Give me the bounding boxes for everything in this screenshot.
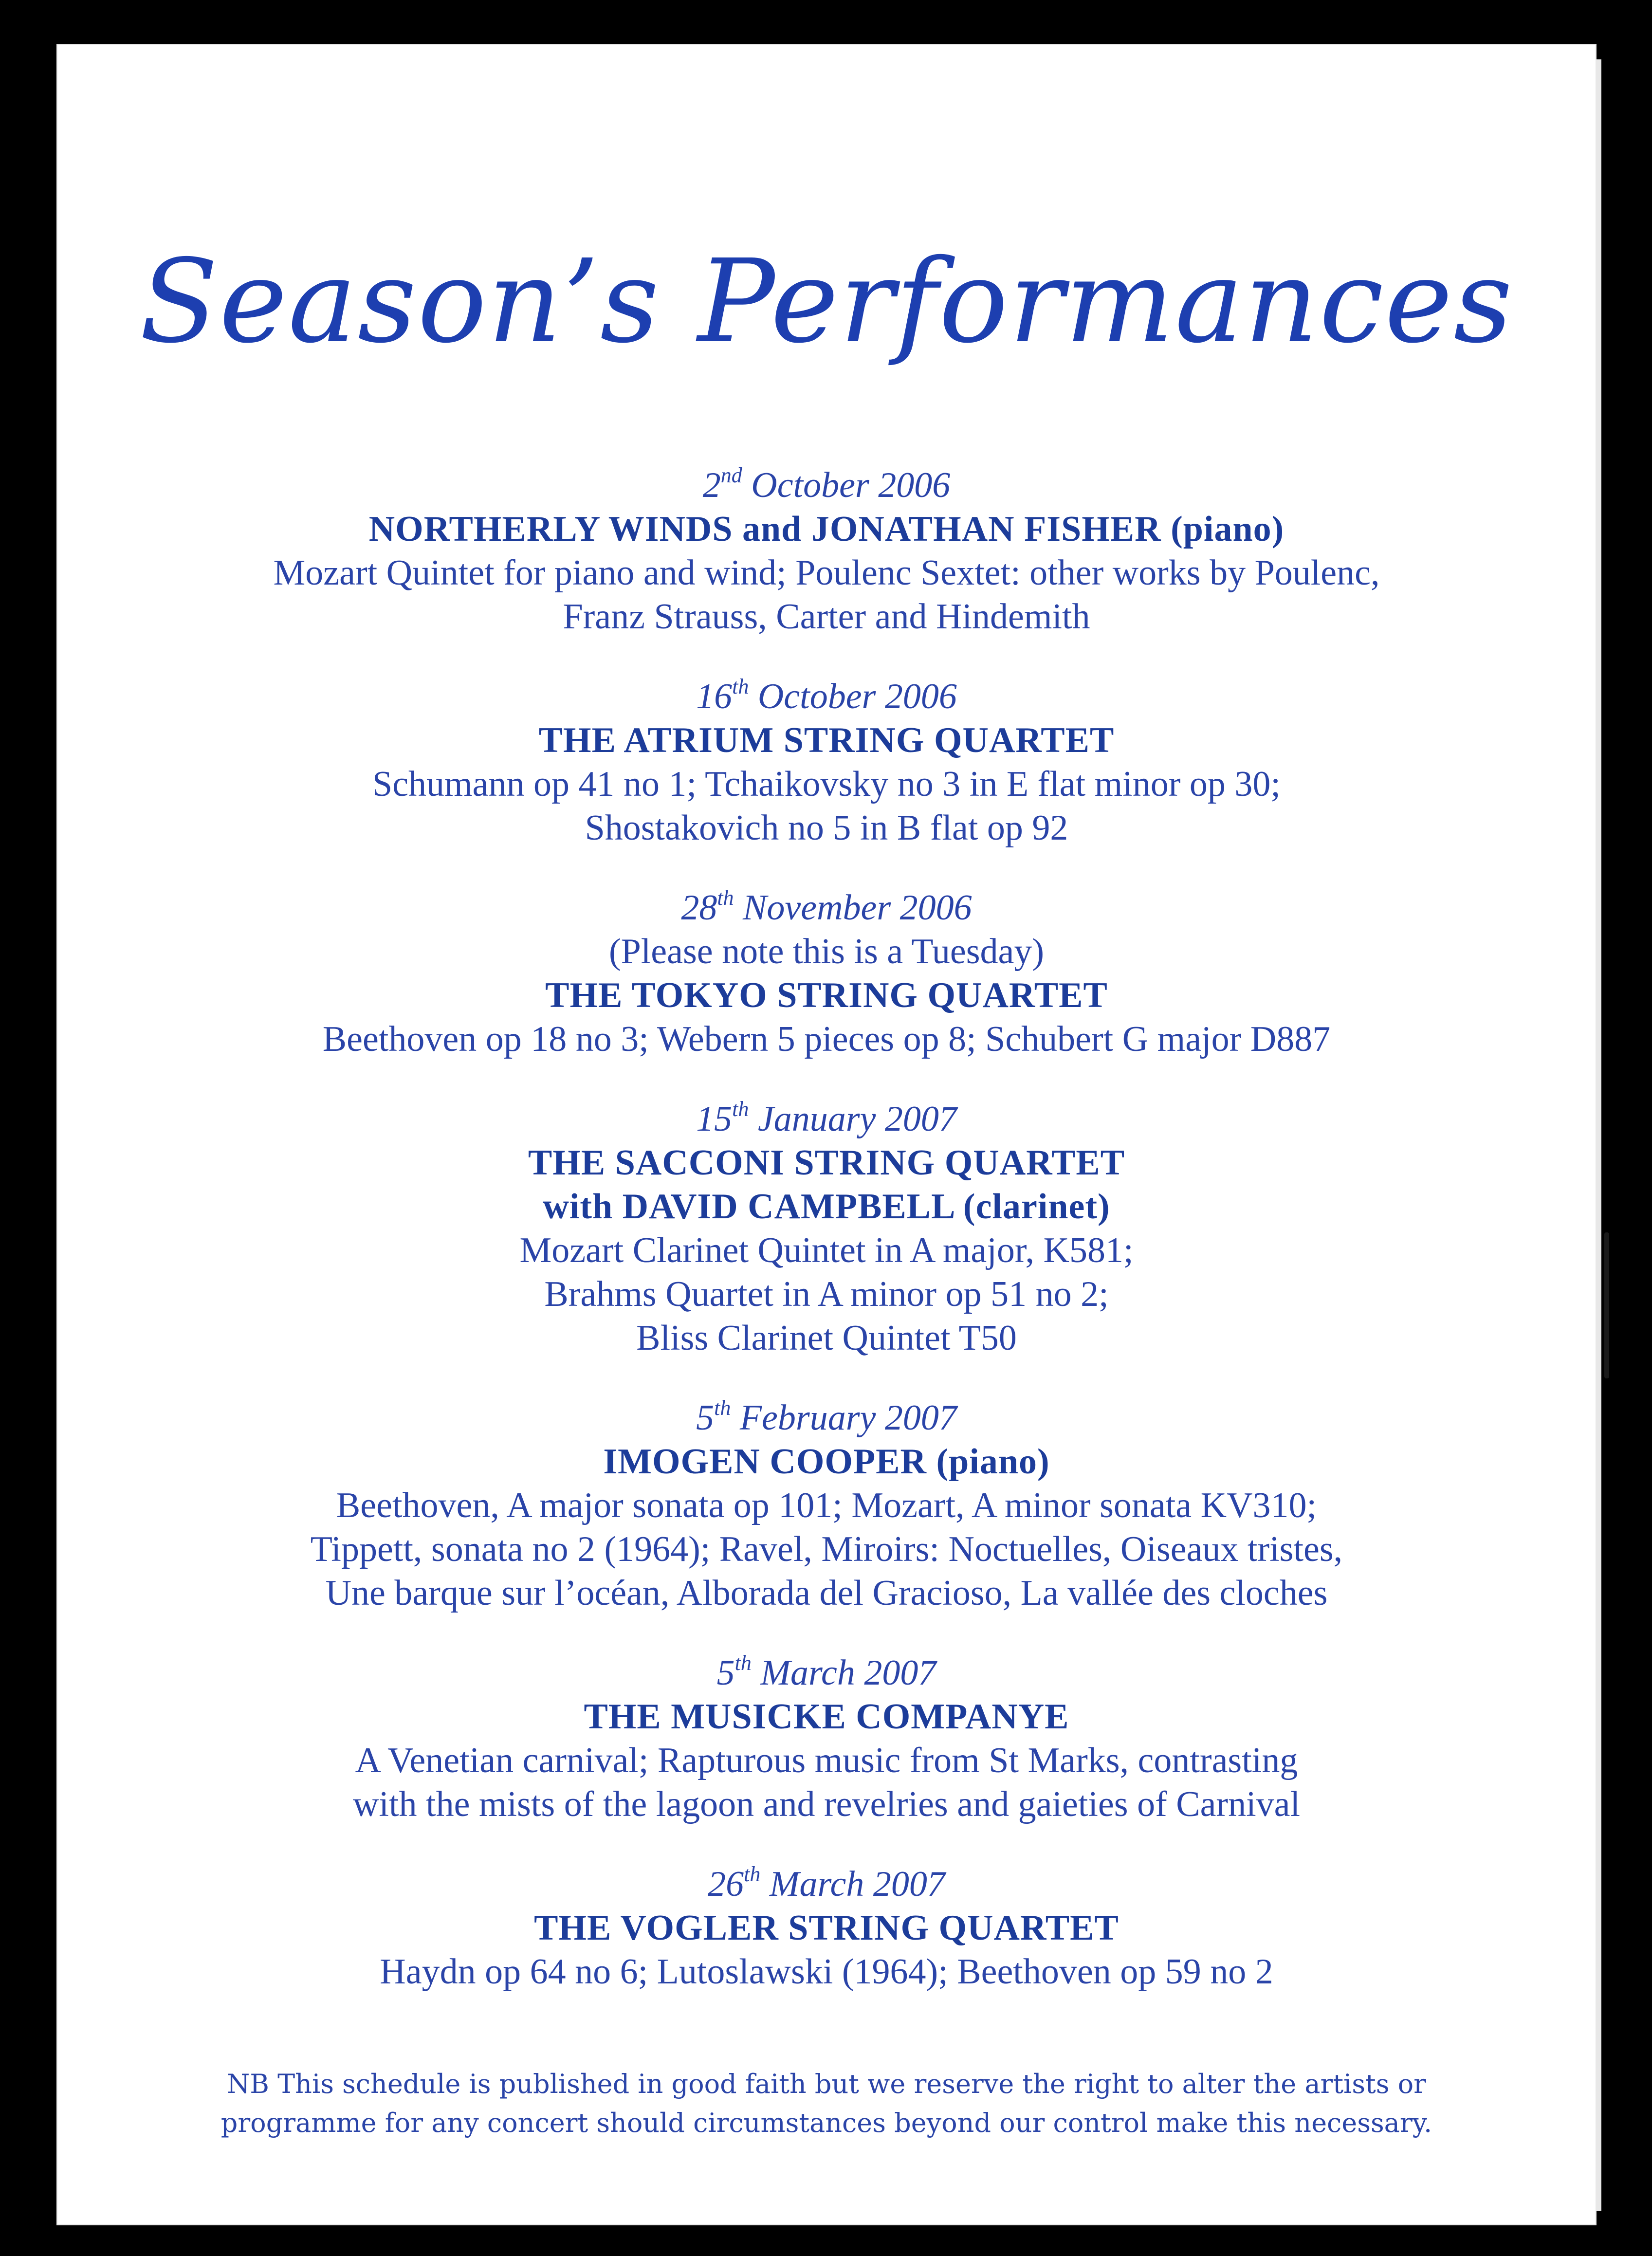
event-entry — [57, 886, 1596, 1061]
disclaimer-line: programme for any concert should circumstances beyond our control make this necessary. — [220, 2108, 1432, 2138]
event-program-line: Haydn op 64 no 6; Lutoslawski (1964); Beethoven op 59 no 2 — [380, 1952, 1273, 1992]
event-day: 16 — [696, 677, 733, 716]
event-month-year: March 2007 — [760, 1653, 936, 1693]
event-day-suffix: nd — [720, 463, 742, 487]
event-day-suffix: th — [734, 1651, 752, 1675]
event-program-line: Brahms Quartet in A minor op 51 no 2; — [544, 1274, 1109, 1314]
event-program-line: Une barque sur l’océan, Alborada del Gracioso, La vallée des cloches — [325, 1573, 1328, 1613]
event-day-suffix: th — [714, 1396, 731, 1420]
event-performer: IMOGEN COOPER (piano) — [603, 1442, 1050, 1482]
event-date — [57, 1396, 1596, 1440]
event-performer: THE ATRIUM STRING QUARTET — [538, 720, 1115, 760]
event-date — [57, 463, 1596, 507]
event-date — [57, 1862, 1596, 1906]
event-month-year: March 2007 — [769, 1864, 945, 1904]
event-day: 5 — [716, 1653, 735, 1693]
binding-mark — [1604, 1232, 1609, 1378]
disclaimer — [57, 2065, 1596, 2143]
event-day-suffix: th — [744, 1862, 761, 1886]
event-day: 26 — [708, 1864, 744, 1904]
page-edge — [1596, 59, 1601, 2211]
event-program-line: Mozart Quintet for piano and wind; Poulenc Sextet: other works by Poulenc, — [273, 553, 1380, 593]
event-performer: THE SACCONI STRING QUARTET — [528, 1143, 1125, 1183]
event-day: 5 — [696, 1398, 715, 1438]
event-date — [57, 1097, 1596, 1141]
events-list — [57, 463, 1596, 2030]
event-date — [57, 675, 1596, 718]
event-day-suffix: th — [732, 675, 749, 698]
event-program-line: Tippett, sonata no 2 (1964); Ravel, Miroirs: Noctuelles, Oiseaux tristes, — [310, 1529, 1343, 1569]
event-performer: with DAVID CAMPBELL (clarinet) — [543, 1187, 1110, 1227]
event-program-line: A Venetian carnival; Rapturous music from St Marks, contrasting — [355, 1741, 1298, 1780]
event-entry — [57, 675, 1596, 850]
event-entry — [57, 463, 1596, 639]
event-program-line: Mozart Clarinet Quintet in A major, K581; — [519, 1230, 1134, 1270]
event-program-line: Beethoven op 18 no 3; Webern 5 pieces op 8; Schubert G major D887 — [322, 1019, 1331, 1059]
event-month-year: February 2007 — [739, 1398, 957, 1438]
event-program-line: Shostakovich no 5 in B flat op 92 — [585, 808, 1068, 848]
event-program-line: Beethoven, A major sonata op 101; Mozart, A minor sonata KV310; — [336, 1486, 1317, 1525]
programme-page — [57, 45, 1596, 2224]
event-program-line: with the mists of the lagoon and revelries and gaieties of Carnival — [352, 1784, 1301, 1824]
event-program-line: Franz Strauss, Carter and Hindemith — [563, 597, 1090, 637]
event-performer: THE TOKYO STRING QUARTET — [545, 975, 1108, 1015]
event-program-line: Bliss Clarinet Quintet T50 — [636, 1318, 1017, 1358]
disclaimer-line: NB This schedule is published in good faith but we reserve the right to alter the artists or — [227, 2069, 1426, 2099]
event-day: 28 — [681, 888, 717, 928]
event-performer: THE MUSICKE COMPANYE — [584, 1697, 1069, 1737]
event-date — [57, 886, 1596, 930]
event-day-suffix: th — [717, 886, 734, 910]
event-entry — [57, 1097, 1596, 1360]
event-performer: NORTHERLY WINDS and JONATHAN FISHER (piano) — [368, 509, 1285, 549]
event-date — [57, 1651, 1596, 1695]
event-month-year: November 2006 — [743, 888, 972, 928]
event-month-year: October 2006 — [757, 677, 957, 716]
event-entry — [57, 1396, 1596, 1615]
event-performer: THE VOGLER STRING QUARTET — [534, 1908, 1119, 1948]
event-day-suffix: th — [732, 1097, 749, 1121]
event-month-year: January 2007 — [757, 1099, 957, 1139]
event-day: 2 — [702, 465, 721, 505]
event-entry — [57, 1651, 1596, 1826]
event-note: (Please note this is a Tuesday) — [608, 932, 1045, 972]
event-program-line: Schumann op 41 no 1; Tchaikovsky no 3 in E flat minor op 30; — [372, 764, 1281, 804]
page-title: Season’s Performances — [139, 235, 1514, 368]
event-month-year: October 2006 — [751, 465, 951, 505]
event-day: 15 — [696, 1099, 733, 1139]
event-entry — [57, 1862, 1596, 1994]
